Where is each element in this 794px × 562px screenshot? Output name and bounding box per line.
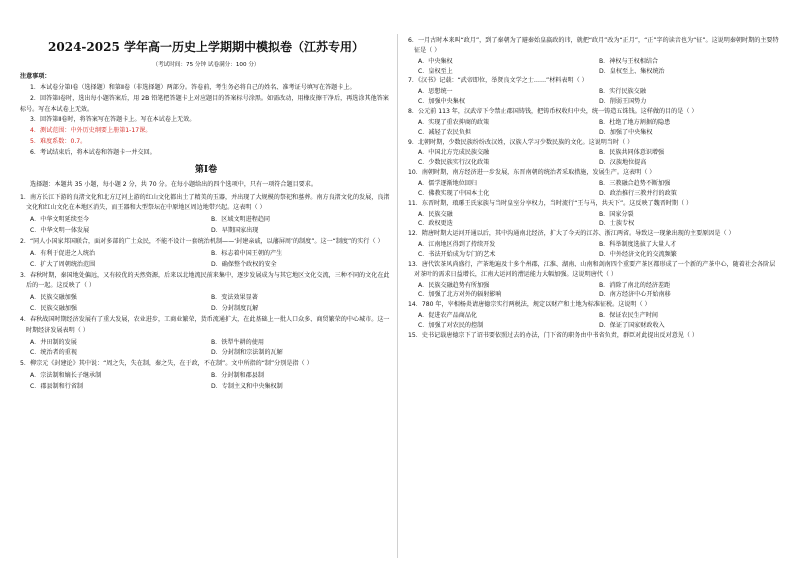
question (20, 271, 392, 315)
note-item: 2．回答第Ⅰ卷时，选出每小题答案后，用 2B 铅笔把答题卡上对应题目的答案标号涂黑。如需改动，用橡皮擦干净后，再选涂其他答案标号。写在本试卷上无效。 (20, 94, 389, 113)
question-options (20, 371, 392, 393)
question-options (20, 249, 392, 271)
answer-option: B．消除了南北的经济差距 (599, 281, 671, 289)
right-column (408, 36, 780, 342)
question-stem: 15．史书记载唐德宗下了诏书要依照过去的办法，门下省的职务由中书省负责，群臣对此提出反对意见（ ） (408, 331, 699, 339)
answer-option: C．加强了北方对外的辐射影响 (418, 291, 502, 299)
question-options (408, 179, 780, 199)
answer-option: D．确保整个政权的安全 (211, 260, 277, 268)
question (20, 237, 392, 271)
answer-option: A．儒学逐渐地位回归 (418, 180, 478, 188)
answer-option: D．保证了国家财政收入 (599, 322, 665, 330)
answer-option: B．区域文明进程趋同 (211, 216, 271, 224)
answer-option: B．实行民族交融 (599, 88, 646, 96)
answer-option: C．佛教实现了中国本土化 (418, 189, 490, 197)
answer-option: C．少数民族实行汉化政策 (418, 159, 490, 167)
answer-option: C．政权更迭 (418, 220, 453, 228)
question (408, 168, 780, 199)
question (408, 260, 780, 300)
answer-option: D．分封制度瓦解 (211, 305, 259, 313)
answer-option: D．削弱王国势力 (599, 98, 647, 106)
question-options (20, 293, 392, 315)
question-stem: 10．南朝时期，南方经济进一步发展，东晋南朝的统治者采取措施，发展生产。这表明（ ） (408, 169, 656, 177)
answer-option: A．民族交融趋势有所加强 (418, 281, 490, 289)
question-stem: 9．北朝时期，少数民族纷纷改汉姓，汉族人学习少数民族的文化。这说明当时（ ） (408, 138, 634, 146)
question (408, 331, 780, 341)
answer-option: D．政治推行三教并行的政策 (599, 189, 677, 197)
answer-option: A．实现了重农抑商的政策 (418, 118, 490, 126)
column-divider (397, 34, 398, 558)
notes-section (20, 72, 392, 393)
answer-option: A．宗法制和嫡长子继承制 (30, 372, 102, 380)
answer-option: D．专制主义和中央集权制 (211, 382, 283, 390)
answer-option: A．中华文明延续至今 (30, 216, 90, 224)
note-item-scope: 4．测试范围：中外历史纲要上册第1-17课。 (30, 127, 152, 135)
note-item: 6．考试结束后，将本试卷和答题卡一并交回。 (30, 148, 156, 156)
answer-option: D．早期国家出现 (211, 227, 259, 235)
answer-option: D．南方经济中心开始南移 (599, 291, 671, 299)
question-options (408, 210, 780, 230)
question-stem: 6．一月古时本来叫“政月”，到了秦朝为了避秦始皇嬴政的讳，就把“政月”改为“正月”，“正”字的读音也为“征”。这说明秦朝时期的主要特征是（ ） (408, 37, 779, 54)
question (408, 76, 780, 107)
answer-option: A．有利于促进之人统治 (30, 249, 96, 257)
question (408, 107, 780, 138)
answer-option: D．中外经济文化的交流频繁 (599, 251, 677, 259)
question-stem: 7．《汉书》记载：“武帝即位，举贤良文学之士……”材料表明（ ） (408, 77, 588, 85)
answer-option: B．保证农民生产时间 (599, 312, 659, 320)
answer-option: C．民族交融加强 (30, 305, 77, 313)
question-stem: 11．东晋时期，琅琊王氏家族与当时皇室分享权力，当时流行“王与马，共天下”。这反映了魏晋时期（ ） (408, 199, 693, 207)
answer-option: C．扩大了周朝统治范围 (30, 260, 96, 268)
answer-option: D．汉族地位提高 (599, 159, 647, 167)
answer-option: C．加强了对农民的控制 (418, 322, 484, 330)
question-options (408, 118, 780, 138)
answer-option: B．标志着中国王朝的产生 (211, 249, 283, 257)
answer-option: C．减轻了农民负担 (418, 128, 472, 136)
question-options (408, 87, 780, 107)
answer-option: C．书法开始成为专门的艺术 (418, 251, 496, 259)
answer-option: B．神权与王权相结合 (599, 57, 659, 65)
section-intro: 选择题：本题共 35 小题，每小题 2 分，共 70 分。在每小题给出的四个选项中，只有一项符合题目要求。 (30, 180, 317, 188)
answer-option: A．江南地区得到了持续开发 (418, 241, 496, 249)
question (20, 193, 392, 237)
answer-option: A．民族交融 (418, 210, 453, 218)
question-stem: 13．唐代饮茶风尚盛行，产茶地遍及十多个州郡，江淮、湖南、山南和剑南四个重要产茶区都形成了一个新的产茶中心，随着社会各阶层对茶叶的需求日益增长，江南大运河的漕运能力大幅加强。这说明唐代（ ） (408, 260, 776, 278)
question-options (20, 215, 392, 237)
question (408, 138, 780, 169)
answer-option: B．三教融合趋势不断加强 (599, 180, 671, 188)
question-stem: 2．“同人小国家邦国联合，面对多部的广土众民，不能不设计一套统治机制——‘封建亲戚，以藩屏周’的制度”。这一“制度”的实行（ ） (20, 237, 384, 245)
question (20, 315, 392, 359)
answer-option: A．中国北方完成民族交融 (418, 149, 490, 157)
question (408, 36, 780, 76)
answer-option: B．科举制度选拔了大量人才 (599, 241, 677, 249)
answer-option: D．士族专权 (599, 220, 635, 228)
answer-option: C．皇权至上 (418, 67, 453, 75)
answer-option: B．分封制和郡县制 (211, 372, 264, 380)
answer-option: A．民族交融加强 (30, 294, 77, 302)
question-options (20, 338, 392, 360)
question-stem: 4．春秋战国时期经济发展有了重大发展，农业进步，工商业繁荣，货币流通扩大，在此基础上一批人口众多、商贸繁荣的中心城市。这一时期经济发展表明（ ） (20, 315, 390, 334)
answer-option: D．加强了中央集权 (599, 128, 653, 136)
question-options (408, 311, 780, 331)
question (408, 229, 780, 260)
answer-option: C．加强中央集权 (418, 98, 465, 106)
section-title: 第Ⅰ卷 (194, 164, 218, 175)
question (408, 300, 780, 331)
exam-title: 2024-2025 学年高一历史上学期期中模拟卷（江苏专用） (48, 40, 364, 54)
question (20, 359, 392, 393)
question-stem: 14．780 年，宰相杨炎请唐德宗实行两税法，规定以财产和土地为标准征税。这说明（ ） (408, 301, 651, 309)
question-options (408, 148, 780, 168)
note-item: 3．回答第Ⅱ卷时，将答案写在答题卡上。写在本试卷上无效。 (30, 116, 196, 124)
answer-option: C．统治者的重视 (30, 349, 77, 357)
answer-option: A．中央集权 (418, 57, 453, 65)
answer-option: A．思想统一 (418, 88, 453, 96)
question-stem: 3．春秋时期，秦国地处偏远，又有较优的天然资源，后来以北地流民前来集中，逐步发展成为与其它地区文化交流，三种不同的文化在此后的一起。这反映了（ ） (20, 271, 390, 290)
notes-heading: 注意事项： (20, 73, 51, 80)
answer-option: C．中华文明一体发展 (30, 227, 90, 235)
exam-subtitle: （考试时间：75 分钟 试卷满分：100 分） (152, 62, 260, 68)
answer-option: D．分封制和宗法制的瓦解 (211, 349, 283, 357)
question-stem: 5．柳宗元《封建论》其中说：“周之失，失在制，秦之失，在于政，不在制”。文中所指的“制”分别是指（ ） (20, 360, 313, 368)
question-stem: 1．南方长江下游的良渚文化和北方辽河上游的红山文化都出土了精美的玉器，并出现了大规模的祭祀和墓葬。南方良渚文化的发展，良渚文化和红山文化在本地区消失，而王器和大型祭坛在中原地区周边地带兴起。这表明（ ） (20, 193, 390, 212)
answer-option: D．皇权至上、集权统治 (599, 67, 665, 75)
question-options (408, 281, 780, 301)
question-options (408, 240, 780, 260)
right-question-list (408, 36, 780, 341)
answer-option: A．井田制的发展 (30, 338, 77, 346)
note-item-difficulty: 5．难度系数：0.7。 (30, 138, 87, 146)
answer-option: B．国家分裂 (599, 210, 634, 218)
question (408, 199, 780, 230)
left-question-list (20, 193, 392, 393)
answer-option: C．郡县制和行省制 (30, 382, 84, 390)
answer-option: A．促进农产品商品化 (418, 312, 478, 320)
answer-option: B．杜绝了地方割据的隐患 (599, 118, 671, 126)
answer-option: B．民族共同体意识增强 (599, 149, 665, 157)
note-item: 1．本试卷分第Ⅰ卷（选择题）和第Ⅱ卷（非选择题）两部分。答卷前，考生务必将自己的姓名、准考证号填写在答题卡上。 (30, 83, 356, 91)
answer-option: B．铁犁牛耕的使用 (211, 338, 264, 346)
answer-option: B．变法效果显著 (211, 294, 258, 302)
question-stem: 8．公元前 113 年，汉武帝下令禁止郡国铸钱，把铸币权收归中央，统一铸造五铢钱。这样做的目的是（ ） (408, 108, 698, 116)
question-options (408, 57, 780, 77)
question-stem: 12．隋唐时期大运河开通以后，其中沟通南北经济，扩大了今天的江苏、浙江两省。导致这一现象出现的主要原因是（ ） (408, 230, 735, 238)
